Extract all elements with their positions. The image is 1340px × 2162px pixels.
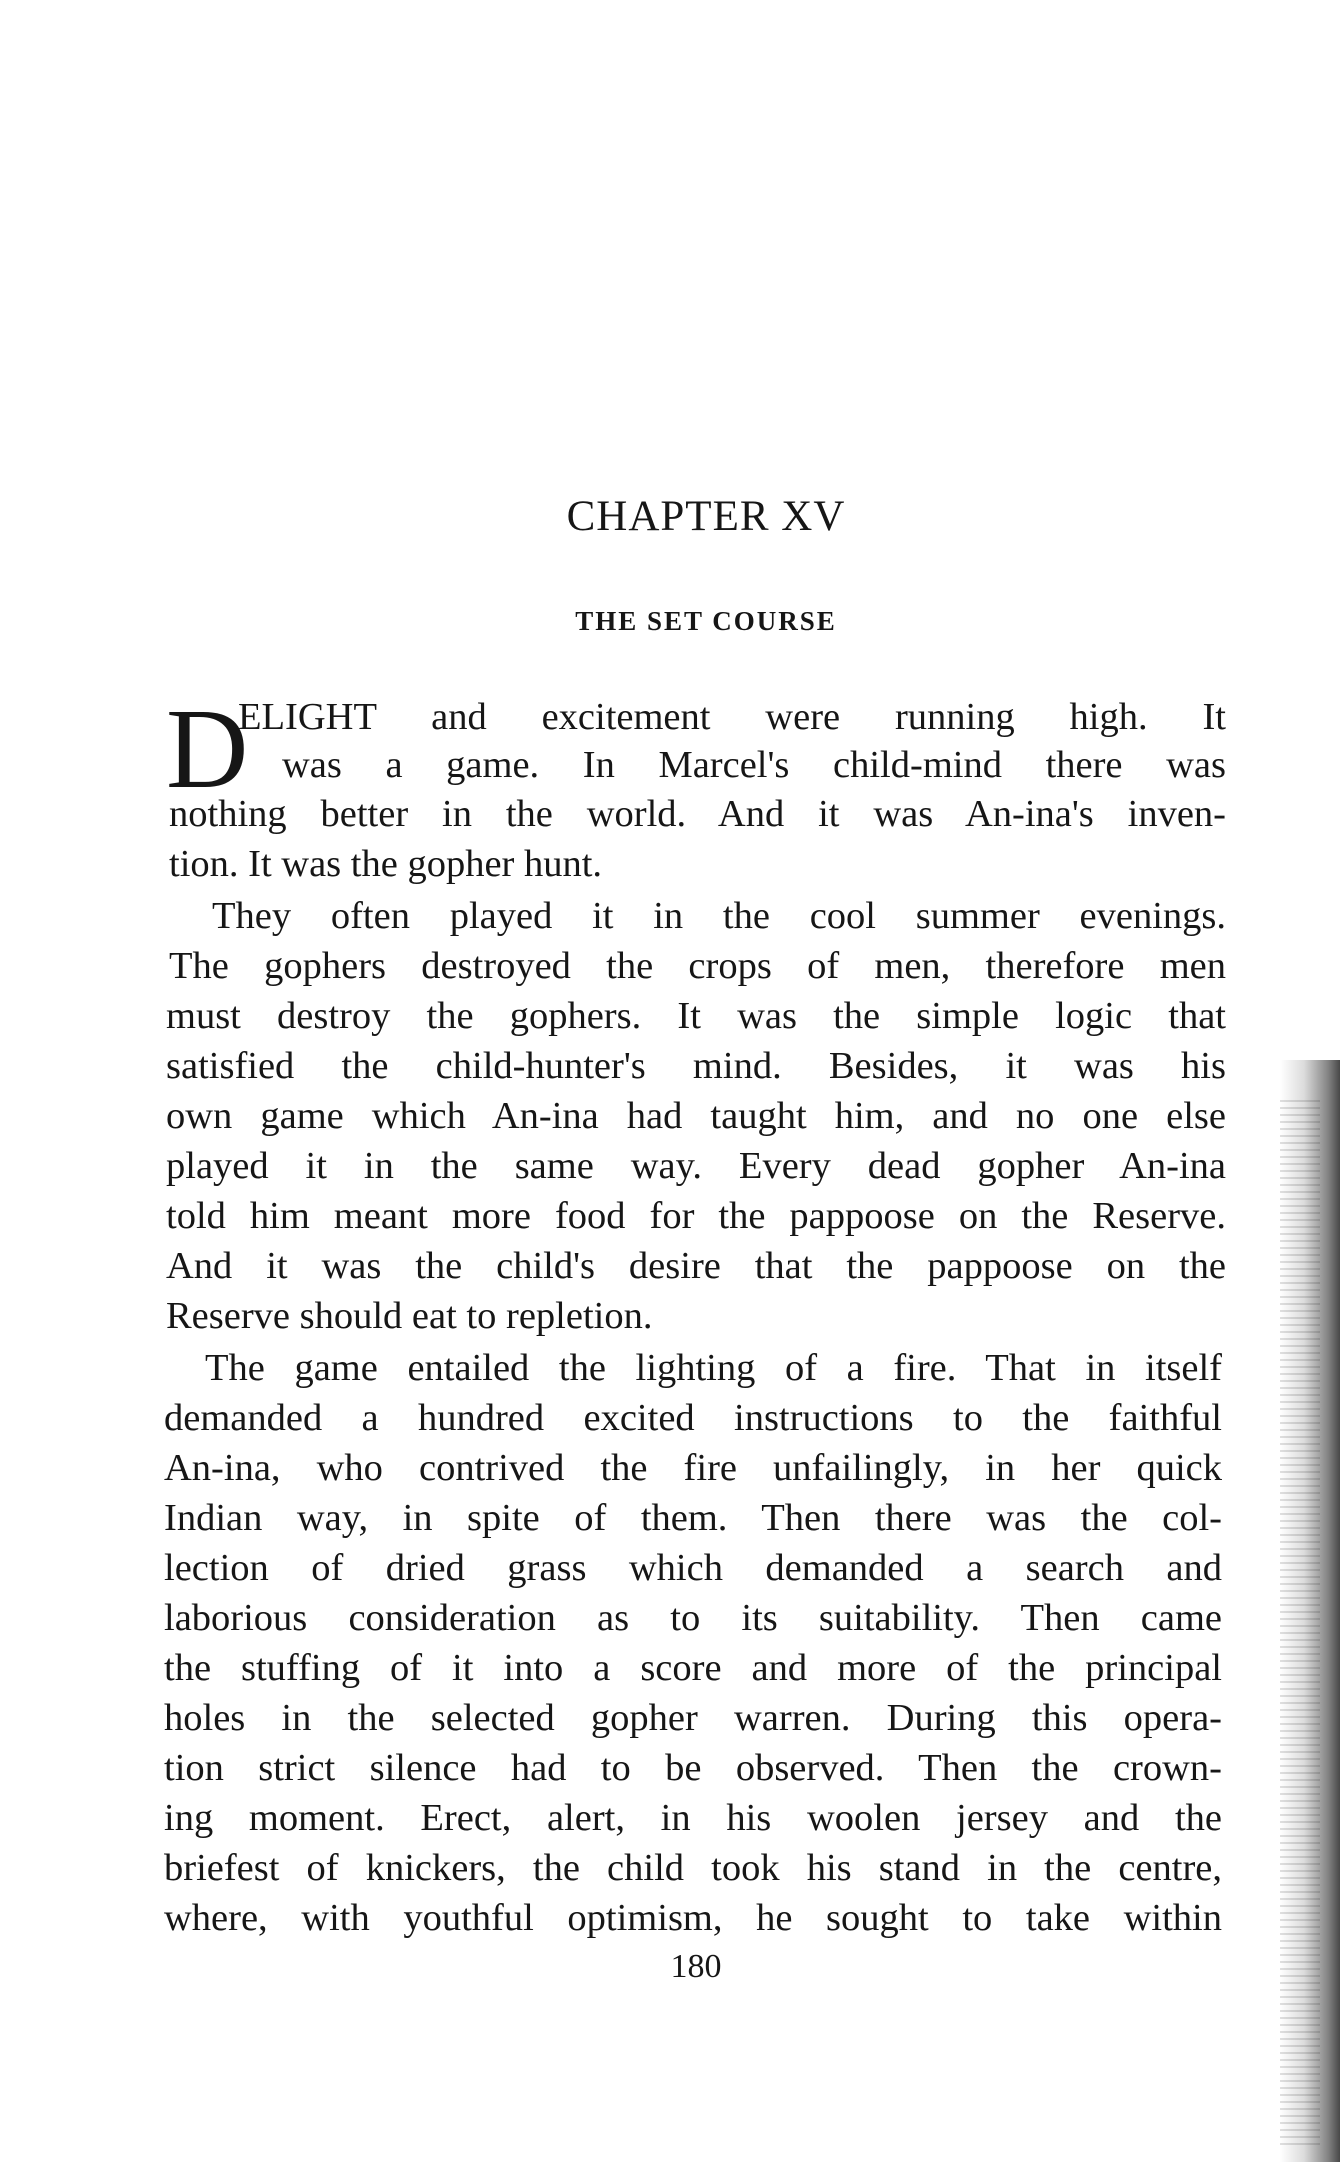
body-line: tion. It was the gopher hunt.	[169, 843, 603, 885]
body-line: told him meant more food for the pappoose on the Reserve.	[166, 1195, 1226, 1237]
page-edge-texture	[1280, 1100, 1320, 2150]
body-line: The gophers destroyed the crops of men, therefore men	[169, 945, 1226, 987]
body-line: was a game. In Marcel's child-mind there was	[282, 744, 1226, 786]
body-line: ing moment. Erect, alert, in his woolen jersey and the	[164, 1797, 1222, 1839]
body-line: played it in the same way. Every dead gopher An-ina	[166, 1145, 1226, 1187]
body-line: where, with youthful optimism, he sought to take within	[164, 1897, 1222, 1939]
body-line: demanded a hundred excited instructions to the faithful	[164, 1397, 1222, 1439]
body-line: Reserve should eat to repletion.	[166, 1295, 653, 1337]
body-line: briefest of knickers, the child took his stand in the centre,	[164, 1847, 1222, 1889]
body-line: The game entailed the lighting of a fire. That in itself	[205, 1347, 1222, 1389]
body-line: Indian way, in spite of them. Then there was the col-	[164, 1497, 1222, 1539]
body-line: ELIGHT and excitement were running high. It	[238, 696, 1226, 738]
section-title: THE SET COURSE	[575, 606, 837, 636]
body-line: own game which An-ina had taught him, and no one else	[166, 1095, 1226, 1137]
page-number: 180	[670, 1948, 722, 1985]
body-line: the stuffing of it into a score and more of the principal	[164, 1647, 1222, 1689]
body-line: satisfied the child-hunter's mind. Besides, it was his	[166, 1045, 1226, 1087]
chapter-title: CHAPTER XV	[566, 493, 846, 540]
body-line: An-ina, who contrived the fire unfailingly, in her quick	[164, 1447, 1222, 1489]
body-line: nothing better in the world. And it was An-ina's inven-	[169, 793, 1226, 835]
body-line: lection of dried grass which demanded a search and	[164, 1547, 1222, 1589]
body-line: They often played it in the cool summer evenings.	[212, 895, 1226, 937]
body-line: holes in the selected gopher warren. During this opera-	[164, 1697, 1222, 1739]
body-line: laborious consideration as to its suitability. Then came	[164, 1597, 1222, 1639]
body-line: And it was the child's desire that the pappoose on the	[166, 1245, 1226, 1287]
body-line: tion strict silence had to be observed. Then the crown-	[164, 1747, 1222, 1789]
body-line: must destroy the gophers. It was the simple logic that	[166, 995, 1226, 1037]
drop-cap: D	[166, 685, 249, 812]
